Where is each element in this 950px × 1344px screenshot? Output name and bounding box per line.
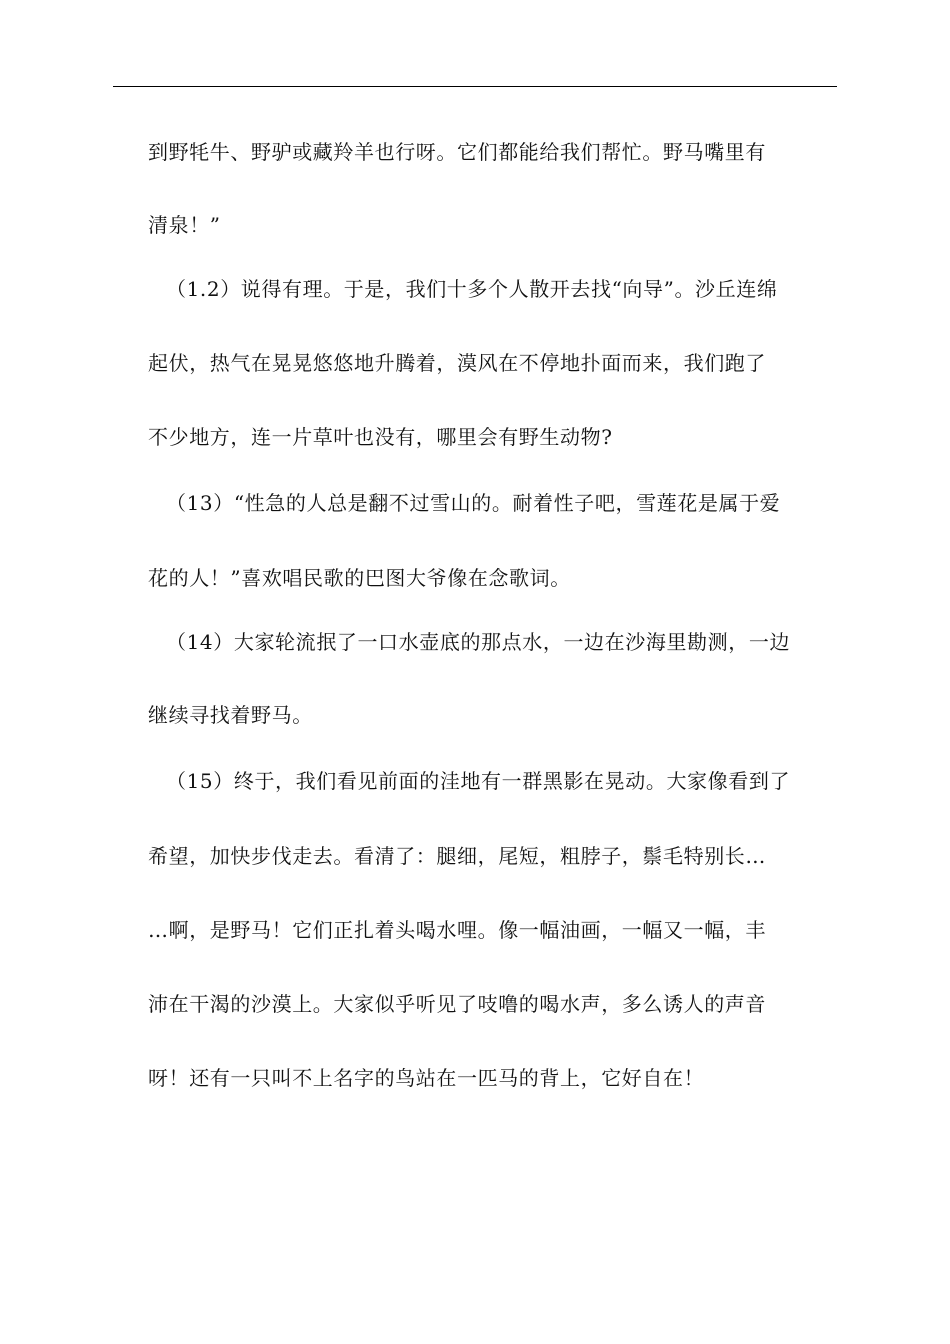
paragraph-14-line: （14）大家轮流抿了一口水壶底的那点水，一边在沙海里勘测，一边 — [166, 630, 791, 654]
text-line: 不少地方，连一片草叶也没有，哪里会有野生动物? — [148, 425, 613, 449]
text-line: 清泉！” — [148, 213, 221, 237]
paragraph-12-line: （1.2）说得有理。于是，我们十多个人散开去找“向导”。沙丘连绵 — [166, 277, 778, 301]
text-line: 沛在干渴的沙漠上。大家似乎听见了吱噜的喝水声，多么诱人的声音 — [148, 992, 766, 1016]
text-line: 起伏，热气在晃晃悠悠地升腾着，漠风在不停地扑面而来，我们跑了 — [148, 351, 766, 375]
text-line: 到野牦牛、野驴或藏羚羊也行呀。它们都能给我们帮忙。野马嘴里有 — [148, 140, 766, 164]
text-line: 继续寻找着野马。 — [148, 703, 313, 727]
header-rule — [113, 86, 837, 87]
paragraph-13-line: （13）“性急的人总是翻不过雪山的。耐着性子吧，雪莲花是属于爱 — [166, 491, 781, 515]
text-line: 花的人！”喜欢唱民歌的巴图大爷像在念歌词。 — [148, 566, 571, 590]
paragraph-15-line: （15）终于，我们看见前面的洼地有一群黑影在晃动。大家像看到了 — [166, 769, 791, 793]
text-line: 希望，加快步伐走去。看清了：腿细，尾短，粗脖子，鬃毛特别长… — [148, 844, 766, 868]
text-line: …啊，是野马！它们正扎着头喝水哩。像一幅油画，一幅又一幅，丰 — [148, 918, 766, 942]
text-line: 呀！还有一只叫不上名字的鸟站在一匹马的背上，它好自在！ — [148, 1066, 705, 1090]
